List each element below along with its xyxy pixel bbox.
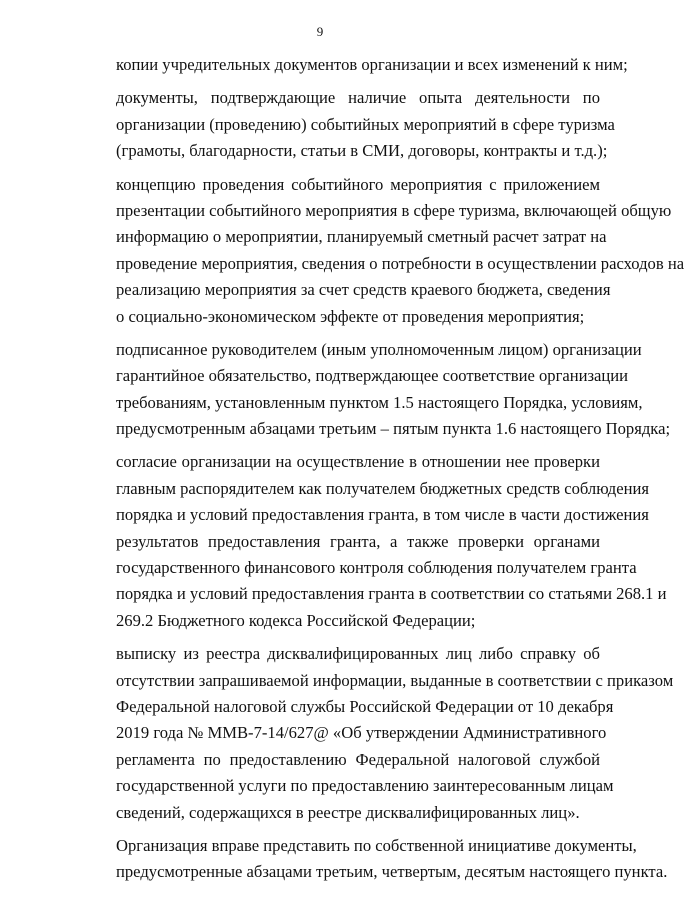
text-line: государственной услуги по предоставлению заинтересованным лицам [116,776,614,796]
text-line: презентации событийного мероприятия в сфере туризма, включающей общую [116,200,672,220]
text-line: (грамоты, благодарности, статьи в СМИ, договоры, контракты и т.д.); [116,141,608,161]
text-line: государственного финансового контроля соблюдения получателем гранта [116,558,637,578]
text-line: требованиям, установленным пунктом 1.5 настоящего Порядка, условиям, [116,392,643,412]
text-line: Организация вправе представить по собственной инициативе документы, [116,835,637,855]
text-line: отсутствии запрашиваемой информации, выданные в соответствии с приказом [116,670,674,690]
paragraph-constituent-documents [76,52,628,78]
text-line: концепцию проведения событийного мероприятия с приложением [116,174,600,194]
paragraph-audit-consent [76,449,667,634]
text-line: результатов предоставления гранта, а также проверки органами [116,531,600,551]
text-line: выписку из реестра дисквалифицированных лиц либо справку об [116,644,600,664]
document-body [76,52,684,886]
text-line: копии учредительных документов организации и всех изменений к ним; [116,55,628,74]
text-line: о социально-экономическом эффекте от проведения мероприятия; [116,306,585,326]
text-line: информацию о мероприятии, планируемый сметный расчет затрат на [116,227,607,247]
text-line: главным распорядителем как получателем бюджетных средств соблюдения [116,478,649,498]
paragraph-guarantee-obligation [76,337,671,443]
page-number: 9 [316,24,324,39]
text-line: документы, подтверждающие наличие опыта деятельности по [116,88,600,108]
text-line: согласие организации на осуществление в отношении нее проверки [116,452,600,472]
paragraph-own-initiative [76,833,668,886]
text-line: реализацию мероприятия за счет средств краевого бюджета, сведения [116,280,611,300]
text-line: гарантийное обязательство, подтверждающее соответствие организации [116,366,629,386]
text-line: 2019 года № ММВ-7-14/627@ «Об утверждении Административного [116,723,607,743]
text-line: предусмотренным абзацами третьим – пятым пункта 1.6 настоящего Порядка; [116,419,671,439]
text-line: подписанное руководителем (иным уполномоченным лицом) организации [116,339,642,359]
text-line: порядка и условий предоставления гранта в соответствии со статьями 268.1 и [116,584,667,604]
text-line: проведение мероприятия, сведения о потребности в осуществлении расходов на [116,253,684,273]
text-line: 269.2 Бюджетного кодекса Российской Федерации; [116,610,476,630]
text-line: Федеральной налоговой службы Российской Федерации от 10 декабря [116,696,614,716]
text-line: регламента по предоставлению Федеральной налоговой службой [116,749,600,769]
text-line: предусмотренные абзацами третьим, четвертым, десятым настоящего пункта. [116,862,668,882]
text-line: сведений, содержащихся в реестре дисквалифицированных лиц». [116,802,580,822]
paragraph-disqualified-registry [76,641,674,826]
paragraph-experience-documents [76,85,615,164]
text-line: порядка и условий предоставления гранта, в том числе в части достижения [116,505,649,525]
text-line: организации (проведению) событийных мероприятий в сфере туризма [116,114,615,134]
paragraph-event-concept [76,172,684,330]
